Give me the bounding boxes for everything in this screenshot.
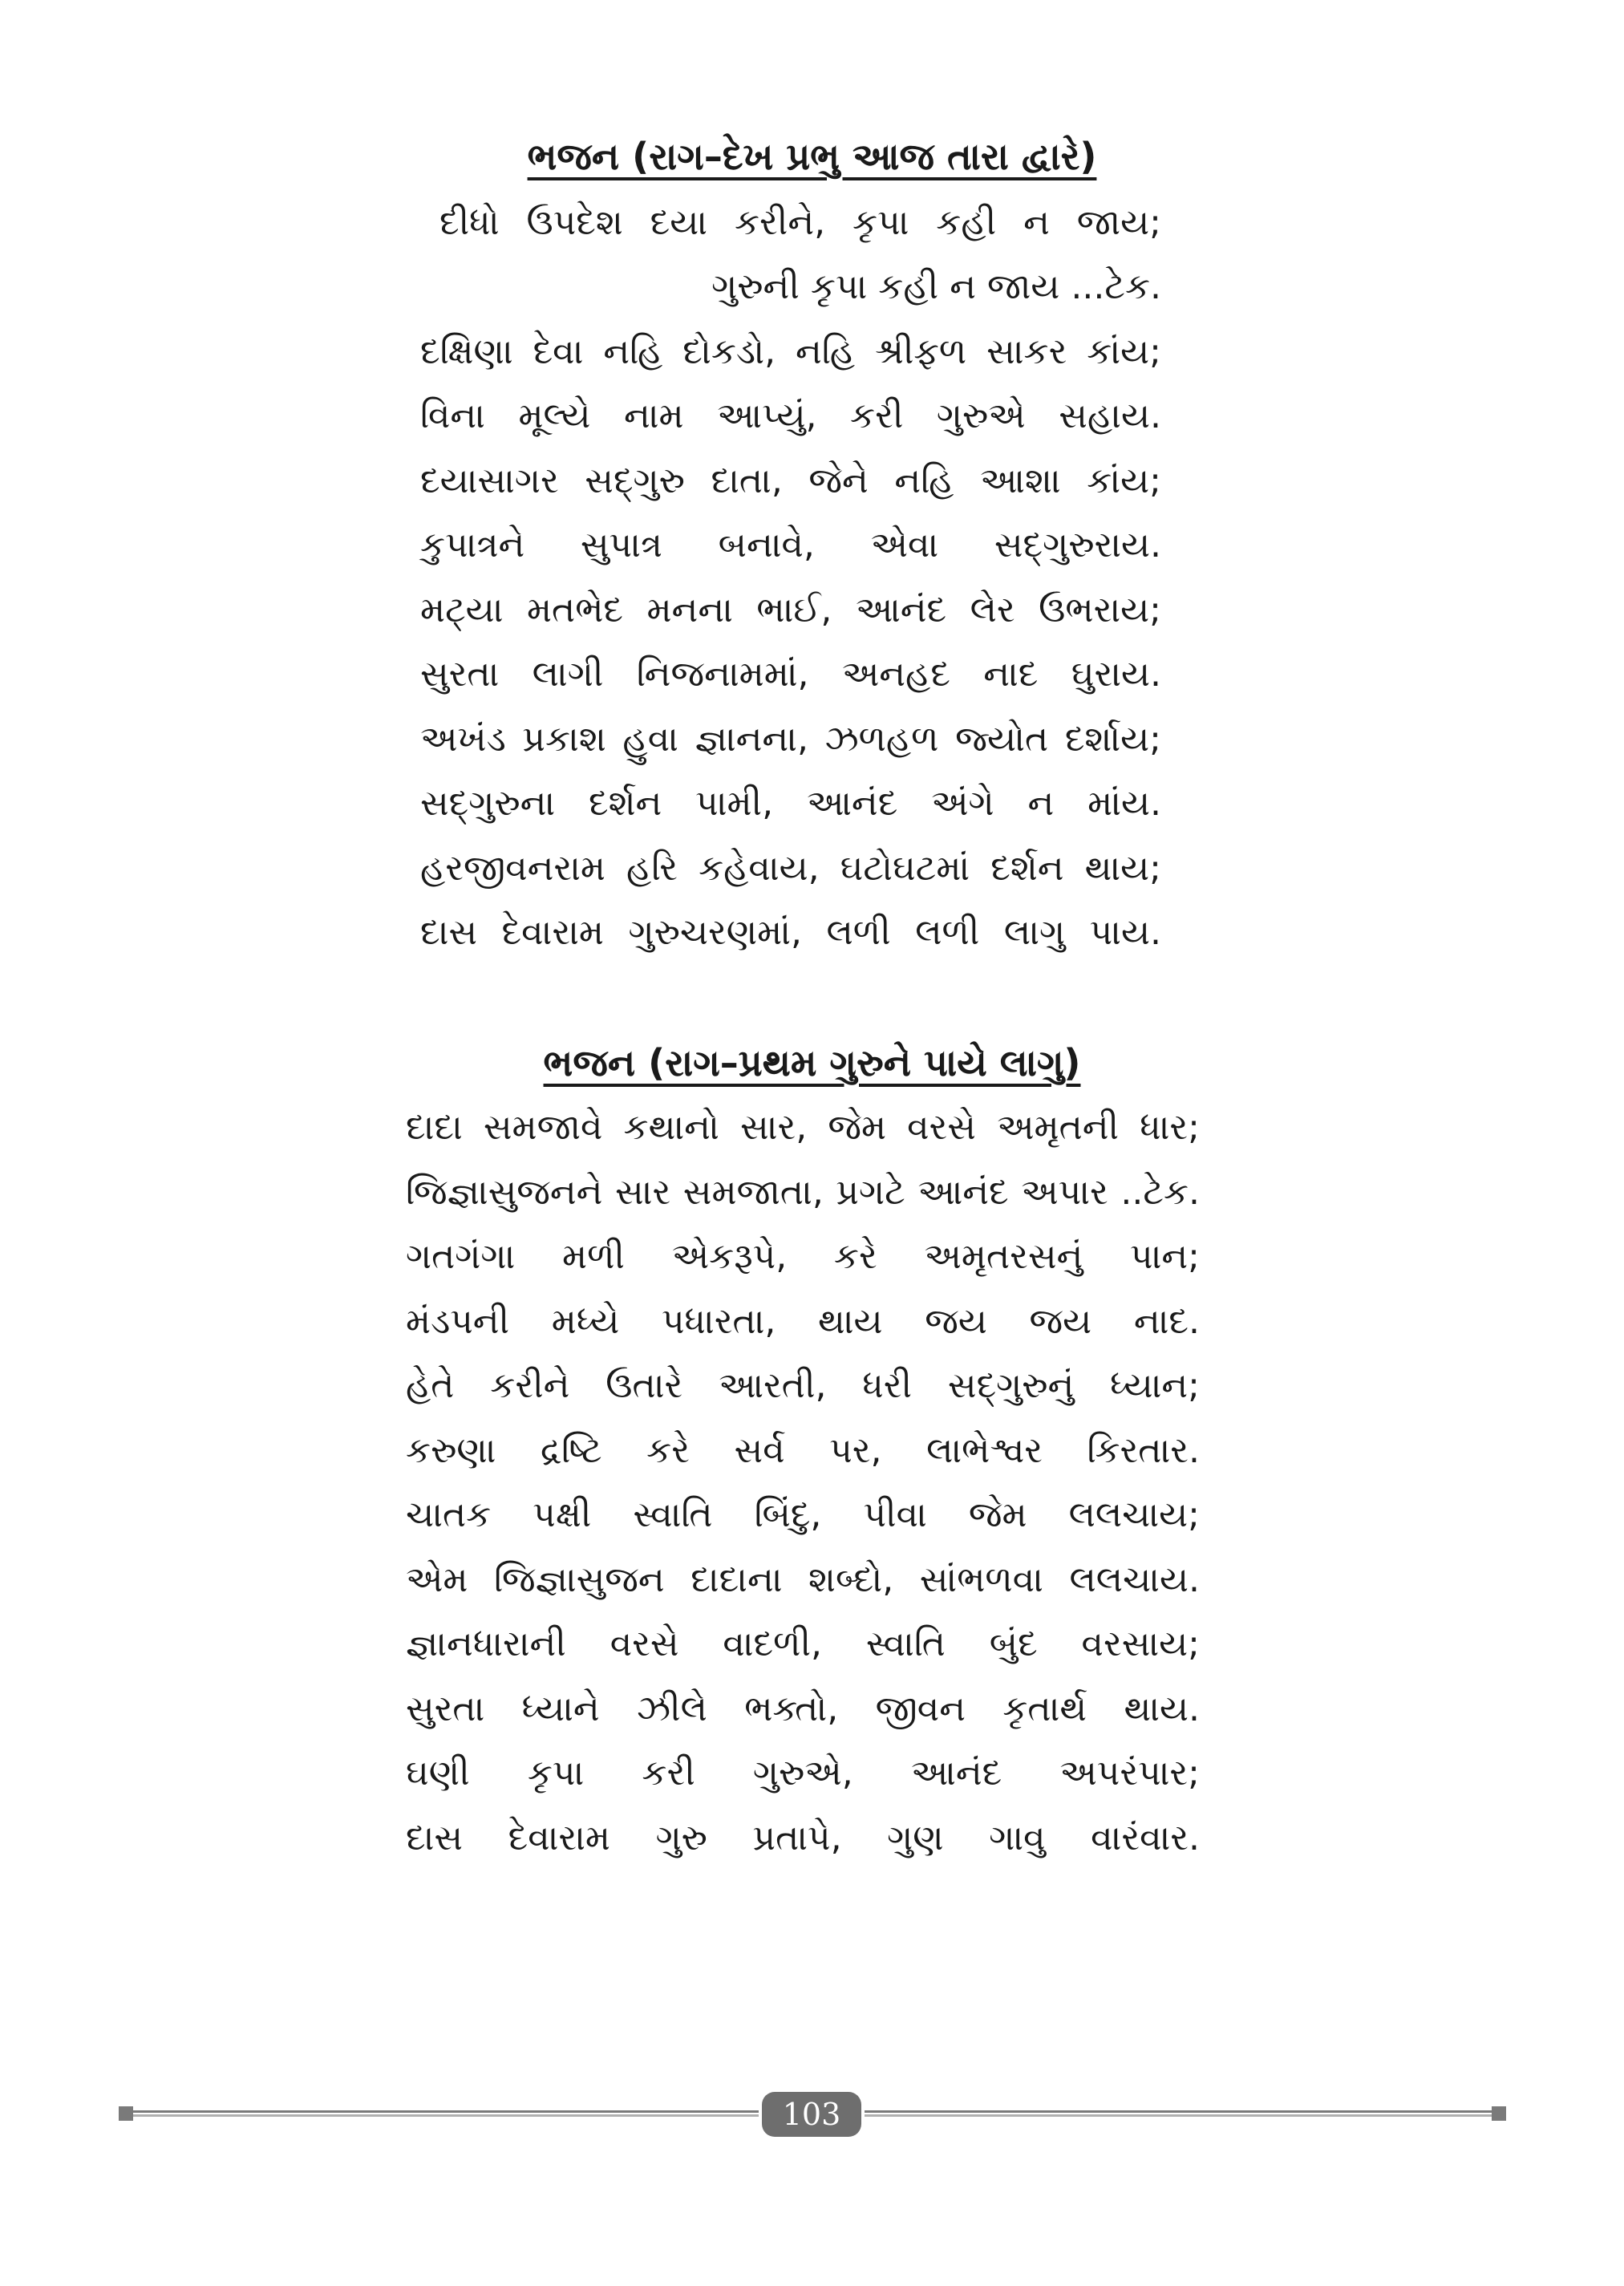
footer-right-cap: [1492, 2106, 1506, 2121]
bhajan-1-line-5: દયાસાગર સદ્‌ગુરુ દાતા, જેને નહિ આશા કાંય;: [420, 460, 1161, 501]
bhajan-2-line-10: સુરતા ધ્યાને ઝીલે ભક્તો, જીવન કૃતાર્થ થાય.: [406, 1688, 1200, 1729]
bhajan-2-line-2: જિજ્ઞાસુજનને સાર સમજાતા, પ્રગટે આનંદ અપાર ..ટેક.: [406, 1172, 1200, 1213]
bhajan-1-line-6: કુપાત્રને સુપાત્ર બનાવે, એવા સદ્‌ગુરુરાય.: [420, 525, 1161, 565]
bhajan-2-line-8: એમ જિજ્ઞાસુજન દાદાના શબ્દો, સાંભળવા લલચાય.: [406, 1559, 1200, 1600]
page-number: 103: [762, 2092, 861, 2137]
bhajan-2-line-5: હેતે કરીને ઉતારે આરતી, ધરી સદ્‌ગુરુનું ધ્યાન;: [406, 1365, 1200, 1406]
bhajan-2-line-1: દાદા સમજાવે કથાનો સાર, જેમ વરસે અમૃતની ધાર;: [406, 1107, 1200, 1148]
bhajan-1-line-12: દાસ દેવારામ ગુરુચરણમાં, લળી લળી લાગુ પાય.: [420, 912, 1161, 953]
bhajan-1-line-2: ગુરુની કૃપા કહી ન જાય ...ટેક.: [711, 266, 1161, 307]
footer-rule-right: [865, 2110, 1492, 2117]
bhajan-2-title: ભજન (રાગ–પ્રથમ ગુરુને પાયે લાગુ): [543, 1041, 1081, 1084]
bhajan-2-line-6: કરુણા દ્રષ્ટિ કરે સર્વ પર, લાભેશ્વર કિરતાર.: [406, 1430, 1200, 1471]
footer-left-cap: [119, 2106, 133, 2121]
footer-rule-left: [133, 2110, 759, 2117]
bhajan-1-line-4: વિના મૂલ્યે નામ આપ્યું, કરી ગુરુએ સહાય.: [420, 395, 1161, 436]
bhajan-1-line-10: સદ્‌ગુરુના દર્શન પામી, આનંદ અંગે ન માંય.: [420, 783, 1161, 824]
bhajan-2-line-3: ગતગંગા મળી એકરૂપે, કરે અમૃતરસનું પાન;: [406, 1236, 1200, 1277]
bhajan-2-line-9: જ્ઞાનધારાની વરસે વાદળી, સ્વાતિ બુંદ વરસાય;: [406, 1623, 1200, 1664]
bhajan-2-line-12: દાસ દેવારામ ગુરુ પ્રતાપે, ગુણ ગાવુ વારંવાર.: [406, 1818, 1200, 1858]
bhajan-1-line-9: અખંડ પ્રકાશ હુવા જ્ઞાનના, ઝળહળ જ્યોત દર્શાય;: [420, 719, 1161, 760]
bhajan-1-title: ભજન (રાગ–દેખ પ્રભુ આજ તારા દ્વારે): [527, 135, 1097, 178]
bhajan-2-line-7: ચાતક પક્ષી સ્વાતિ બિંદુ, પીવા જેમ લલચાય;: [406, 1494, 1200, 1535]
bhajan-1-line-1: દીધો ઉપદેશ દયા કરીને, કૃપા કહી ન જાય;: [439, 202, 1161, 243]
bhajan-2-line-4: મંડપની મધ્યે પધારતા, થાય જય જય નાદ.: [406, 1301, 1200, 1342]
bhajan-1-line-8: સુરતા લાગી નિજનામમાં, અનહદ નાદ ઘુરાય.: [420, 654, 1161, 695]
bhajan-1-line-11: હરજીવનરામ હરિ કહેવાય, ઘટોઘટમાં દર્શન થાય;: [420, 848, 1161, 889]
bhajan-1-line-3: દક્ષિણા દેવા નહિ દોકડો, નહિ શ્રીફળ સાકર કાંય;: [420, 331, 1161, 372]
bhajan-1-line-7: મટ્યા મતભેદ મનના ભાઈ, આનંદ લેર ઉભરાય;: [420, 590, 1161, 630]
bhajan-2-line-11: ઘણી કૃપા કરી ગુરુએ, આનંદ અપરંપાર;: [406, 1753, 1200, 1794]
